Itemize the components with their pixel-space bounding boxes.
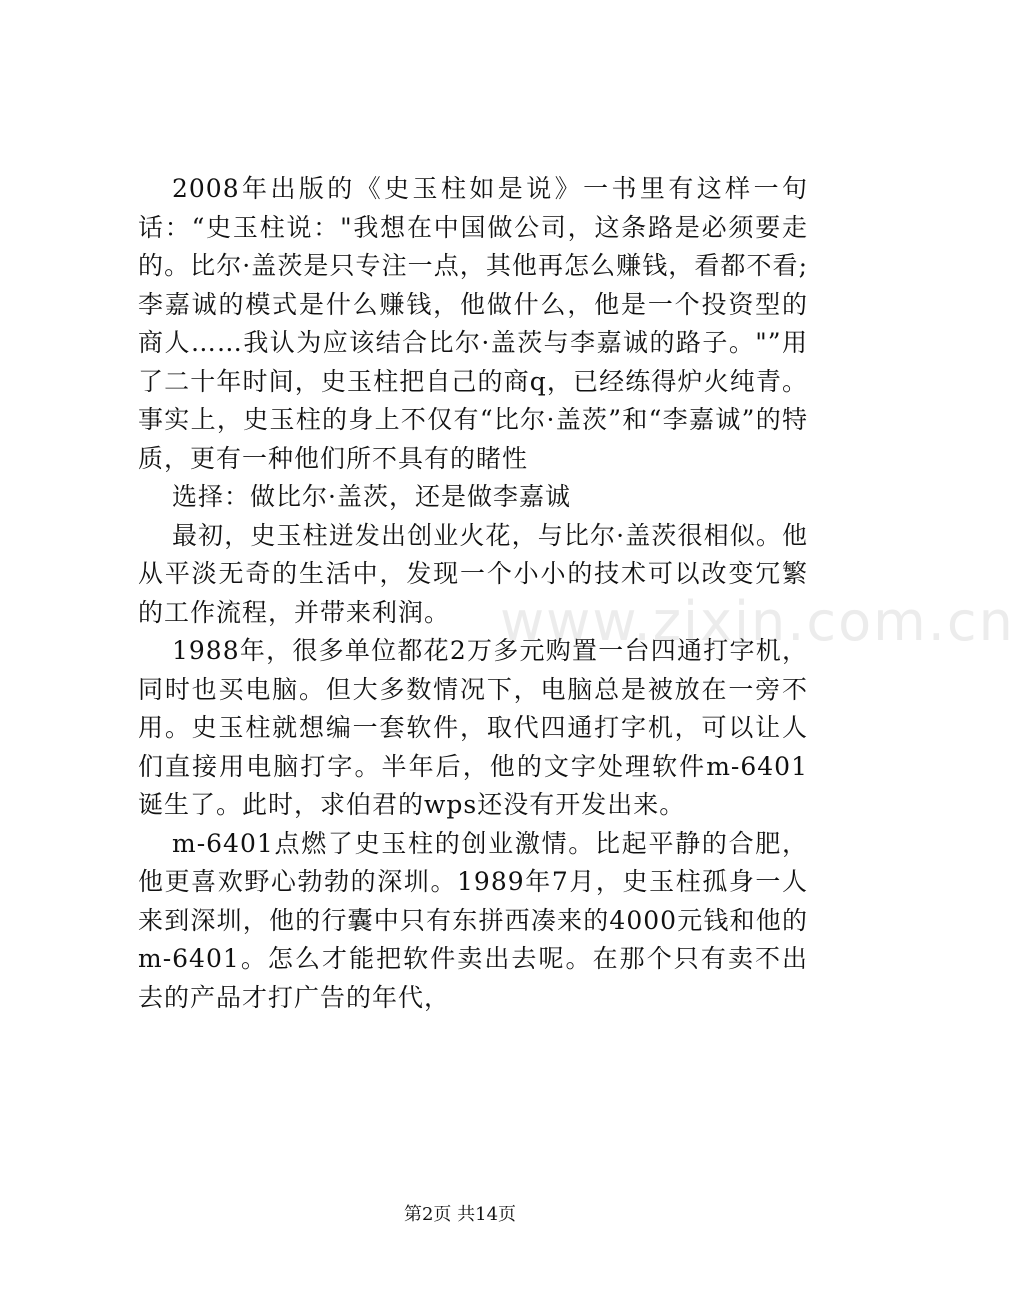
page-footer bbox=[0, 1200, 920, 1226]
watermark: www.zixin.com.cn bbox=[500, 590, 1015, 653]
paragraph-section-caption: 选择：做比尔·盖茨，还是做李嘉诚 bbox=[172, 482, 571, 511]
page-number-label: 第2页 共14页 bbox=[403, 1204, 517, 1225]
paragraph-1988: 1988年，很多单位都花2万多元购置一台四通打字机，同时也买电脑。但大多数情况下，电脑总是被放在一旁不用。史玉柱就想编一套软件，取代四通打字机，可以让人们直接用电脑打字。半年后，他的文字处理软件m-6401诞生了。此时，求伯君的wps还没有开发出来。 bbox=[138, 636, 808, 819]
paragraph-quote-intro: 2008年出版的《史玉柱如是说》一书里有这样一句话：“史玉柱说："我想在中国做公司，这条路是必须要走的。比尔·盖茨是只专注一点，其他再怎么赚钱，看都不看;李嘉诚的模式是什么赚钱，他做什么，他是一个投资型的商人……我认为应该结合比尔·盖茨与李嘉诚的路子。"”用了二十年时间，史玉柱把自己的商q，已经练得炉火纯青。事实上，史玉柱的身上不仅有“比尔·盖茨”和“李嘉诚”的特质，更有一种他们所不具有的睹性 bbox=[138, 174, 808, 473]
paragraph-m6401: m-6401点燃了史玉柱的创业激情。比起平静的合肥，他更喜欢野心勃勃的深圳。1989年7月，史玉柱孤身一人来到深圳，他的行囊中只有东拼西凑来的4000元钱和他的m-6401。怎么才能把软件卖出去呢。在那个只有卖不出去的产品才打广告的年代， bbox=[138, 828, 808, 1012]
paragraph-beginning: 最初，史玉柱迸发出创业火花，与比尔·盖茨很相似。他从平淡无奇的生活中，发现一个小小的技术可以改变冗繁的工作流程，并带来利润。 bbox=[138, 520, 808, 627]
